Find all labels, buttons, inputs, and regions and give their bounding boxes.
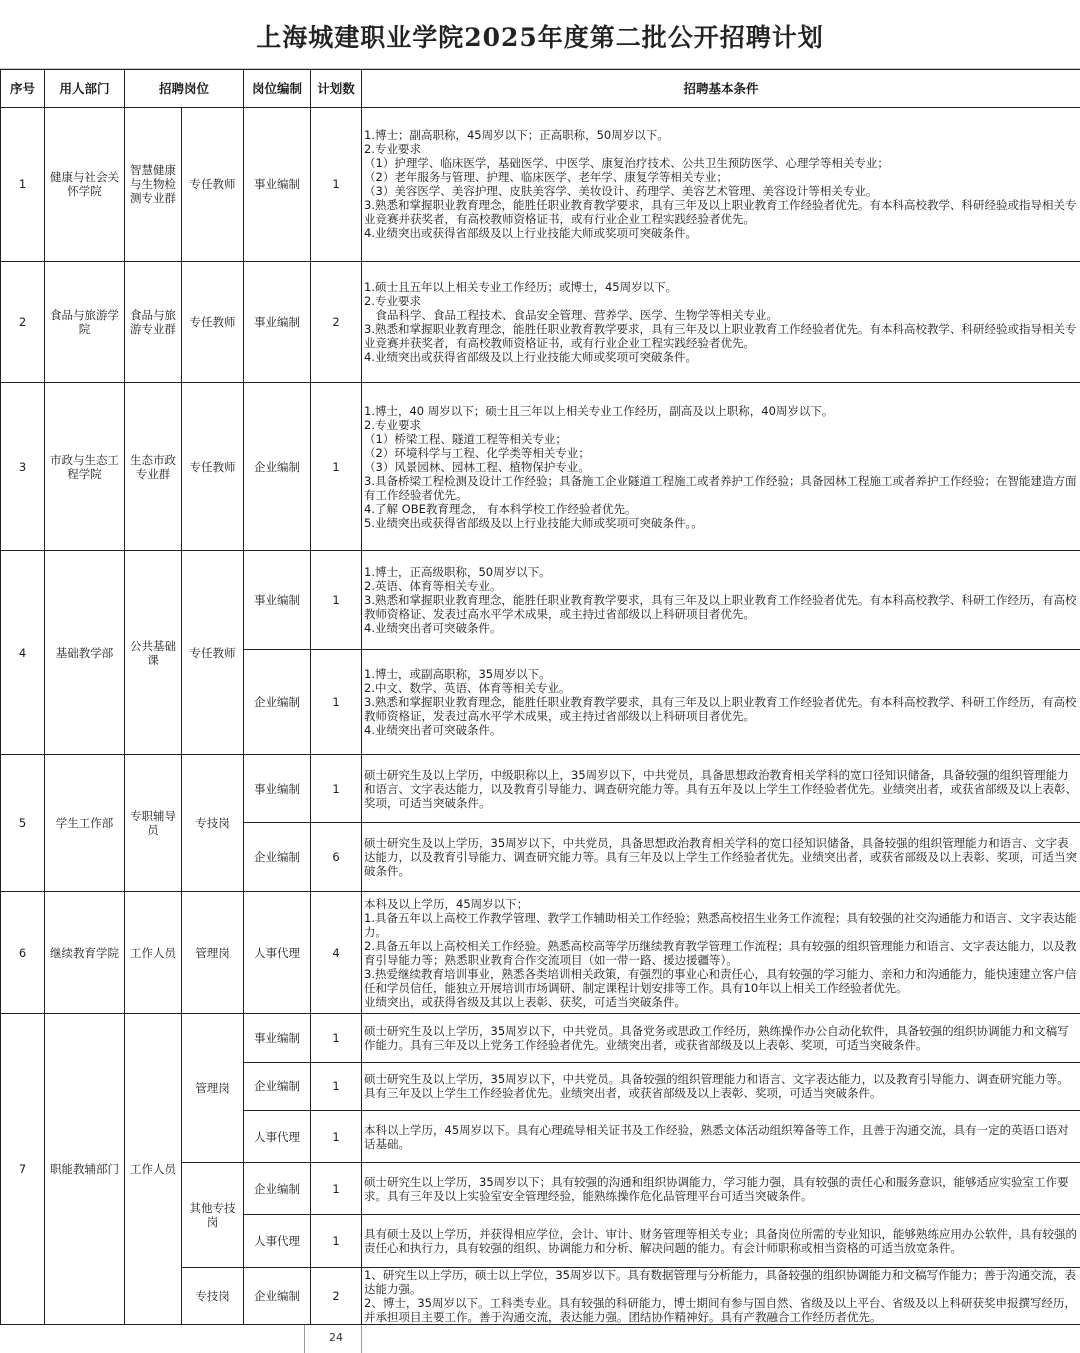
table-row (1, 383, 1080, 551)
conditions-cell (362, 755, 1080, 823)
seq-cell: 5 (1, 755, 45, 892)
condition-line: 硕士研究生及以上学历，35周岁以下，中共党员，具备思想政治教育相关学科的宽口径知识储备，具备较强的组织管理能力和语言、文字表达能力，以及教育引导能力、调查研究能力等。具有三年及以上学生工作经验者优先。业绩突出者，或获省部级及以上表彰、奖项，可适当突破条件。 (364, 836, 1078, 879)
condition-line: 2.专业要求 (364, 417, 421, 432)
condition-line: （1）护理学、临床医学，基础医学、中医学、康复治疗技术、公共卫生预防医学、心理学等相关专业； (364, 156, 889, 171)
document-title: 上海城建职业学院2025年度第二批公开招聘计划 (256, 23, 824, 52)
header-post: 招聘岗位 (125, 70, 244, 108)
conditions-cell (362, 823, 1080, 891)
dept-cell: 健康与社会关怀学院 (45, 108, 125, 262)
condition-line: 硕士研究生以上学历，35周岁以下；具有较强的沟通和组织协调能力，学习能力强，具有较强的责任心和服务意识，能够适应实验室工作要求。具有三年及以上实验室安全管理经验，能熟练操作危化品管理平台可适当突破条件。 (364, 1174, 1069, 1203)
condition-line: 2.专业要求 (364, 294, 421, 309)
table-header-row (1, 70, 1080, 108)
condition-line: （3）美容医学、美容护理、皮肤美容学、美妆设计、药理学、美容艺术管理、美容设计等相关专业。 (364, 184, 878, 199)
conditions-cell (362, 649, 1080, 755)
staffing-cell: 企业编制 (244, 1062, 311, 1110)
count-cell: 1 (311, 383, 362, 551)
seq-cell: 6 (1, 891, 45, 1014)
table-row (1, 1014, 1080, 1062)
condition-line: 硕士研究生及以上学历，中级职称以上，35周岁以下，中共党员，具备思想政治教育相关学科的宽口径知识储备，具备较强的组织管理能力和语言、文字表达能力，以及教育引导能力、调查研究能力等。具有五年及以上学生工作经验者优先。业绩突出者，或获省部级及以上表彰、奖项，可适当突破条件。 (364, 767, 1078, 810)
header-staffing: 岗位编制 (244, 70, 311, 108)
staffing-cell: 企业编制 (244, 823, 311, 891)
conditions-cell (362, 1062, 1080, 1110)
header-count: 计划数 (311, 70, 362, 108)
condition-line: 4.业绩突出者可突破条件。 (364, 722, 502, 737)
conditions-cell (362, 261, 1080, 383)
condition-line: 1.博士，40 周岁以下；硕士且三年以上相关专业工作经历，副高及以上职称，40周岁以下。 (364, 403, 834, 418)
dept-cell: 学生工作部 (45, 755, 125, 892)
condition-line: （3）风景园林、园林工程、植物保护专业。 (364, 459, 590, 474)
header-dept: 用人部门 (45, 70, 125, 108)
page-footer (0, 1325, 1080, 1353)
count-cell: 1 (311, 551, 362, 649)
table-row (1, 261, 1080, 383)
count-cell: 6 (311, 823, 362, 891)
conditions-cell (362, 1014, 1080, 1062)
post-cell: 专任教师 (182, 261, 244, 383)
post-cell: 专任教师 (182, 383, 244, 551)
conditions-cell (362, 383, 1080, 551)
condition-line: 具有硕士及以上学历，并获得相应学位，会计、审计、财务管理等相关专业；具备岗位所需的专业知识，能够熟练应用办公软件，具有较强的责任心和执行力，具有较强的组织、协调能力和分析、解决问题的能力。有会计师职称或相当资格的可适当放宽条件。 (364, 1227, 1078, 1255)
count-cell: 1 (311, 108, 362, 262)
group-cell: 工作人员 (125, 1014, 182, 1325)
condition-line: 2.英语、体育等相关专业。 (364, 578, 502, 593)
dept-cell: 职能教辅部门 (45, 1014, 125, 1325)
condition-line: 1.硕士且五年以上相关专业工作经历；或博士，45周岁以下。 (364, 280, 678, 295)
seq-cell: 1 (1, 108, 45, 262)
condition-line: 2.具备五年以上高校相关工作经验。熟悉高校高等学历继续教育教学管理工作流程；具有较强的组织管理能力和语言、文字表达能力，以及教育引导能力等；熟悉职业教育合作交流项目（如一带一路、援边援疆等）。 (364, 938, 1077, 967)
header-seq: 序号 (1, 70, 45, 108)
count-cell: 2 (311, 1267, 362, 1324)
count-cell: 1 (311, 1062, 362, 1110)
condition-line: 4.业绩突出或获得省部级及以上行业技能大师或奖项可突破条件。 (364, 350, 697, 365)
staffing-cell: 企业编制 (244, 383, 311, 551)
condition-line: 2.专业要求 (364, 142, 421, 157)
table-row (1, 755, 1080, 823)
group-cell: 工作人员 (125, 891, 182, 1014)
condition-line: 1.具备五年以上高校工作教学管理、教学工作辅助相关工作经验；熟悉高校招生业务工作流程；具有较强的社交沟通能力和语言、文字表达能力。 (364, 910, 1077, 939)
post-cell: 管理岗 (182, 891, 244, 1014)
staffing-cell: 事业编制 (244, 261, 311, 383)
group-cell: 专职辅导员 (125, 755, 182, 892)
condition-line: 4.业绩突出或获得省部级及以上行业技能大师或奖项可突破条件。 (364, 226, 697, 241)
condition-line: 2.中文、数学、英语、体育等相关专业。 (364, 680, 571, 695)
recruitment-plan-table (0, 69, 1080, 1325)
condition-line: 本科及以上学历，45周岁以下； (364, 896, 529, 911)
footer-divider (361, 1325, 362, 1353)
count-cell: 1 (311, 755, 362, 823)
seq-cell: 3 (1, 383, 45, 551)
post-cell: 其他专技岗 (182, 1163, 244, 1268)
table-row (1, 108, 1080, 262)
post-cell: 专任教师 (182, 108, 244, 262)
conditions-cell (362, 551, 1080, 649)
staffing-cell: 事业编制 (244, 1014, 311, 1062)
condition-line: 4.业绩突出者可突破条件。 (364, 620, 502, 635)
dept-cell: 市政与生态工程学院 (45, 383, 125, 551)
seq-cell: 4 (1, 551, 45, 755)
count-cell: 1 (311, 1014, 362, 1062)
count-cell: 1 (311, 1163, 362, 1215)
staffing-cell: 事业编制 (244, 108, 311, 262)
table-row (1, 891, 1080, 1014)
staffing-cell: 企业编制 (244, 1267, 311, 1324)
staffing-cell: 人事代理 (244, 1110, 311, 1162)
condition-line: 1.博士，或副高职称，35周岁以下。 (364, 666, 551, 681)
staffing-cell: 事业编制 (244, 551, 311, 649)
count-cell: 2 (311, 261, 362, 383)
staffing-cell: 企业编制 (244, 649, 311, 755)
staffing-cell: 人事代理 (244, 1215, 311, 1267)
condition-line: 硕士研究生及以上学历，35周岁以下，中共党员。具备党务或思政工作经历，熟练操作办公自动化软件，具备较强的组织协调能力和文稿写作能力。具有三年及以上党务工作经验者优先。业绩突出者，或获省部级及以上表彰、奖项，可适当突破条件。 (364, 1024, 1069, 1053)
condition-line: 1.博士；副高职称，45周岁以下；正高职称，50周岁以下。 (364, 128, 669, 143)
seq-cell: 7 (1, 1014, 45, 1325)
title-bar (0, 0, 1080, 69)
post-cell: 专技岗 (182, 1267, 244, 1324)
condition-line: 2、博士，35周岁以下。工科类专业。具有较强的科研能力，博士期间有参与国自然、省级及以上平台、省级及以上科研获奖申报撰写经历，并承担项目主要工作。善于沟通交流，表达能力强。团结协作精神好。具有产教融合工作经历者优先。 (364, 1295, 1076, 1324)
staffing-cell: 企业编制 (244, 1163, 311, 1215)
condition-line: 业绩突出，或获得省级及其以上表彰、获奖，可适当突破条件。 (364, 994, 687, 1009)
condition-line: 1、研究生以上学历，硕士以上学位，35周岁以下。具有数据管理与分析能力，具备较强的组织协调能力和文稿写作能力；善于沟通交流，表达能力强。 (364, 1267, 1076, 1296)
condition-line: （2）环境科学与工程、化学类等相关专业； (364, 445, 590, 460)
condition-line: 3.具备桥梁工程检测及设计工作经验；具备施工企业隧道工程施工或者养护工作经验；具备园林工程施工或者养护工作经验；在智能建造方面有工作经验者优先。 (364, 473, 1077, 502)
header-conditions: 招聘基本条件 (362, 70, 1080, 108)
condition-line: 4.了解 OBE教育理念， 有本科学校工作经验者优先。 (364, 501, 637, 516)
post-cell: 管理岗 (182, 1014, 244, 1163)
conditions-cell (362, 108, 1080, 262)
page-number: 24 (329, 1331, 343, 1344)
dept-cell: 基础教学部 (45, 551, 125, 755)
conditions-cell (362, 1163, 1080, 1215)
condition-line: （1）桥梁工程、隧道工程等相关专业； (364, 431, 567, 446)
condition-line: 食品科学、食品工程技术、食品安全管理、营养学、医学、生物学等相关专业。 (364, 308, 779, 323)
table-row (1, 551, 1080, 649)
count-cell: 1 (311, 1215, 362, 1267)
dept-cell: 继续教育学院 (45, 891, 125, 1014)
conditions-cell (362, 891, 1080, 1014)
condition-line: 3.热爱继续教育培训事业，熟悉各类培训相关政策，有强烈的事业心和责任心，具有较强的学习能力、亲和力和沟通能力，能快速建立客户信任和学员信任，能独立开展培训市场调研、制定课程计划安排等工作。具有10年以上相关工作经验者优先。 (364, 966, 1077, 995)
count-cell: 1 (311, 1110, 362, 1162)
post-cell: 专技岗 (182, 755, 244, 892)
staffing-cell: 人事代理 (244, 891, 311, 1014)
dept-cell: 食品与旅游学院 (45, 261, 125, 383)
conditions-cell (362, 1215, 1080, 1267)
group-cell: 智慧健康与生物检测专业群 (125, 108, 182, 262)
condition-line: 硕士研究生及以上学历，35周岁以下，中共党员。具备较强的组织管理能力和语言、文字表达能力，以及教育引导能力、调查研究能力等。具有三年及以上学生工作经验者优先。业绩突出者，或获省部级及以上表彰、奖项，可适当突破条件。 (364, 1072, 1069, 1101)
seq-cell: 2 (1, 261, 45, 383)
condition-line: 本科以上学历，45周岁以下。具有心理疏导相关证书及工作经验，熟悉文体活动组织筹备等工作，且善于沟通交流，具有一定的英语口语对话基础。 (364, 1122, 1069, 1151)
group-cell: 生态市政专业群 (125, 383, 182, 551)
condition-line: 1.博士，正高级职称，50周岁以下。 (364, 564, 551, 579)
conditions-cell (362, 1110, 1080, 1162)
condition-line: （2）老年服务与管理、护理、临床医学、老年学、康复学等相关专业； (364, 170, 728, 185)
count-cell: 1 (311, 649, 362, 755)
group-cell: 公共基础课 (125, 551, 182, 755)
footer-divider (304, 1325, 305, 1353)
condition-line: 3.熟悉和掌握职业教育理念，能胜任职业教育教学要求，具有三年及以上职业教育工作经验者优先。有本科高校教学、科研工作经历，有高校教师资格证、发表过高水平学术成果，或主持过省部级以上科研项目者优先。 (364, 592, 1077, 621)
condition-line: 3.熟悉和掌握职业教育理念，能胜任职业教育教学要求，具有三年及以上职业教育工作经验者优先。有本科高校教学、科研经验或指导相关专业竞赛并获奖者，有高校教师资格证书，或有行业企业工程实践经验者优先。 (364, 322, 1077, 351)
conditions-cell (362, 1267, 1080, 1324)
count-cell: 4 (311, 891, 362, 1014)
staffing-cell: 事业编制 (244, 755, 311, 823)
group-cell: 食品与旅游专业群 (125, 261, 182, 383)
post-cell: 专任教师 (182, 551, 244, 755)
condition-line: 3.熟悉和掌握职业教育理念，能胜任职业教育教学要求，具有三年及以上职业教育工作经验者优先。有本科高校教学、科研经验或指导相关专业竞赛并获奖者，有高校教师资格证书，或有行业企业工程实践经验者优先。 (364, 198, 1077, 227)
condition-line: 3.熟悉和掌握职业教育理念，能胜任职业教育教学要求，具有三年及以上职业教育工作经验者优先。有本科高校教学、科研工作经历，有高校教师资格证，发表过高水平学术成果，或主持过省部级以上科研项目者优先。 (364, 694, 1077, 723)
condition-line: 5.业绩突出或获得省部级及以上行业技能大师或奖项可突破条件。。 (364, 515, 703, 530)
